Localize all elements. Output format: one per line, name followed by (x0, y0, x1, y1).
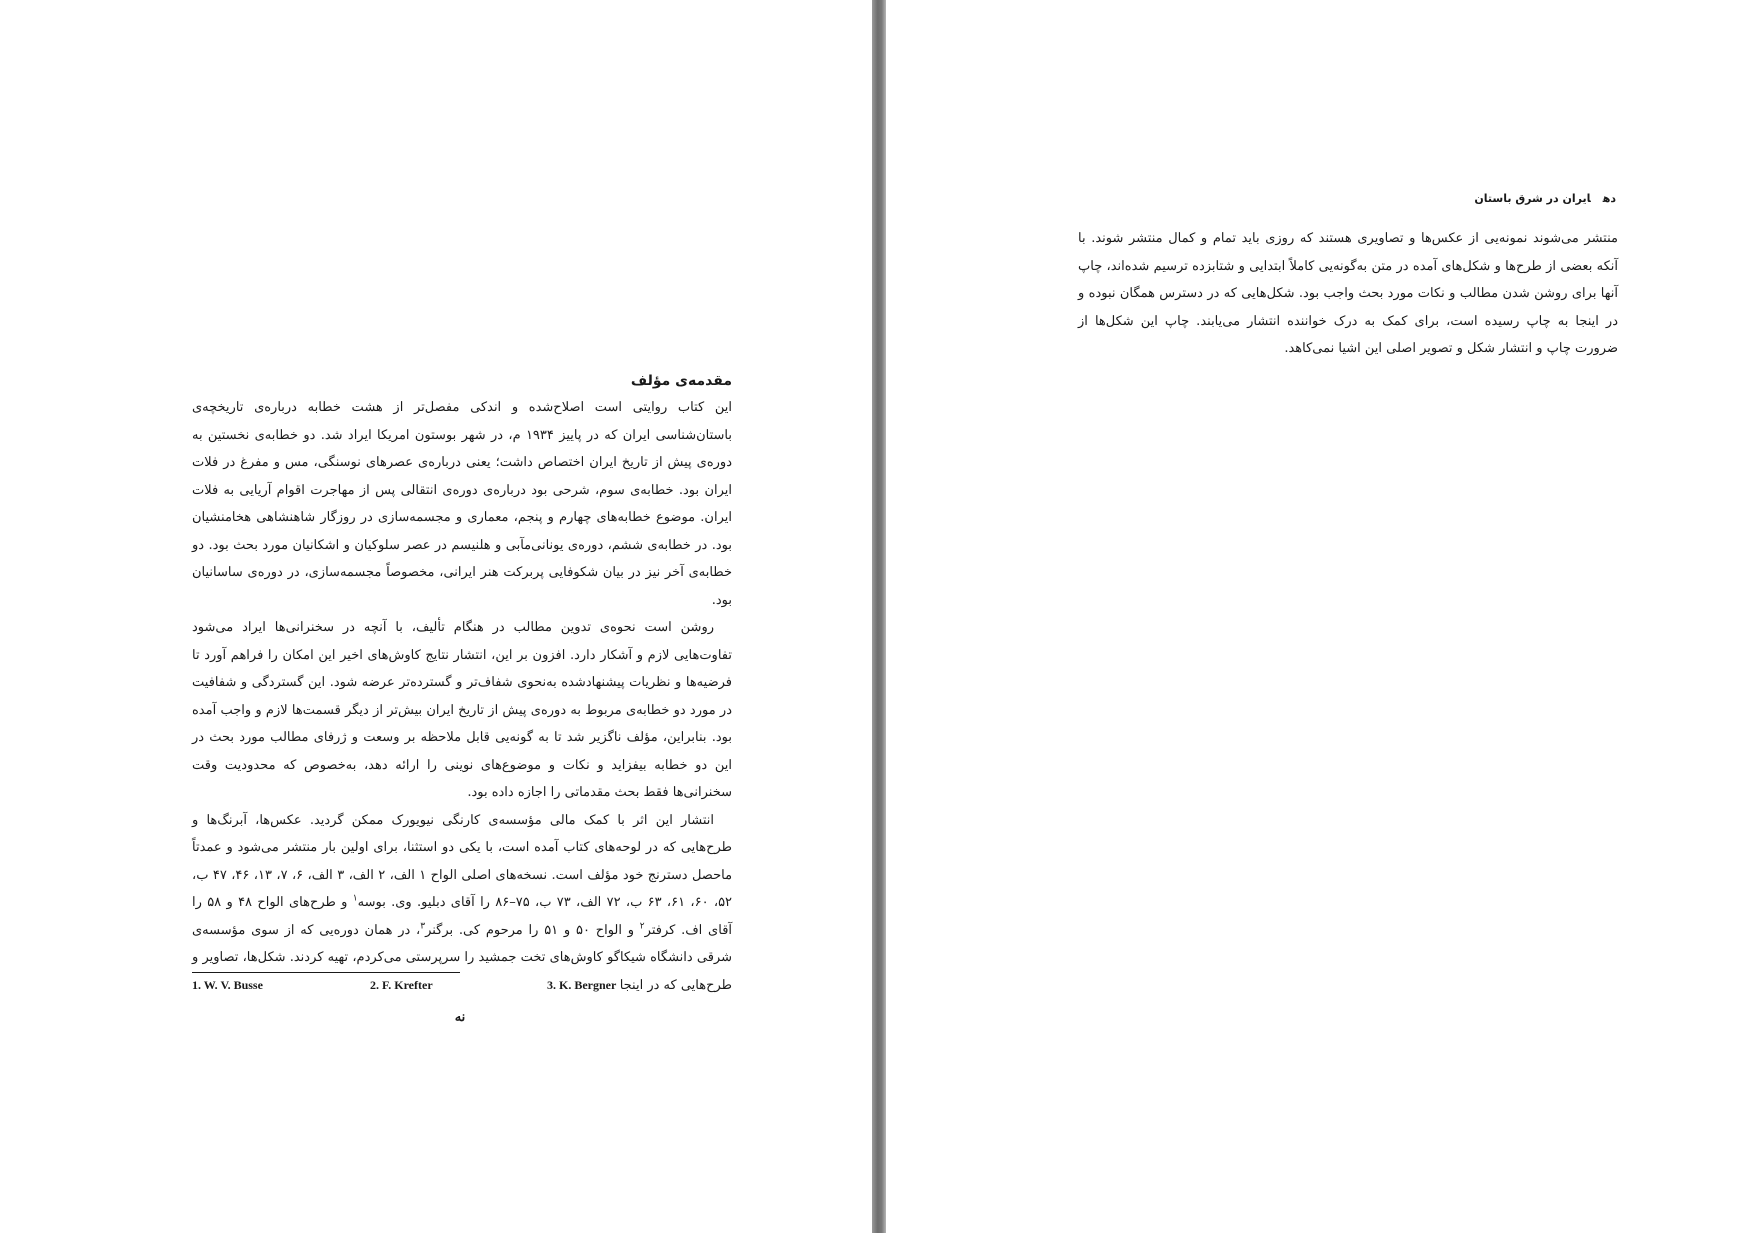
left-page (0, 0, 872, 1233)
paragraph-3-part-3: و الواح ۵۰ و ۵۱ را مرحوم کی. برگنر (425, 922, 640, 938)
paragraph-3-part-1: انتشار این اثر با کمک مالی مؤسسه‌ی کارنگی نیویورک ممکن گردید. عکس‌ها، آبرنگ‌ها و طرح‌هایی که در لوحه‌های کتاب آمده است، با یکی دو استثنا، برای اولین بار منتشر می‌شود و عمدتاً ماحصل دسترنج خود مؤلف است. نسخه‌های اصلی الواح ۱ الف، ۲ الف، ۳ الف، ۶، ۷، ۱۳، ۴۶، ۴۷ ب، ۵۲، ۶۰، ۶۱، ۶۳ ب، ۷۲ الف، ۷۳ ب، ۷۵–۸۶ را آقای دبلیو. وی. بوسه (192, 812, 733, 910)
footnote-ref-1: ۱ (352, 893, 358, 904)
right-paragraph: منتشر می‌شوند نمونه‌یی از عکس‌ها و تصاویری هستند که روزی باید تمام و کمال منتشر شوند. با آنکه بعضی از طرح‌ها و شکل‌های آمده در متن به‌گونه‌یی کاملاً ابتدایی و شتابزده ترسیم شده‌اند، چاپ آنها برای روشن شدن مطالب و نکات مورد بحث واجب بود. شکل‌هایی که در دسترس همگان نبوده و در اینجا به چاپ رسیده است، برای کمک به درک خواننده انتشار می‌یابند. چاپ این شکل‌ها از ضرورت چاپ و انتشار شکل و تصویر اصلی این اشیا نمی‌کاهد. (1078, 231, 1618, 356)
page-number-left: نه (454, 1010, 466, 1025)
footnote-1: 1. W. V. Busse (192, 978, 263, 992)
paragraph-2: روشن است نحوه‌ی تدوین مطالب در هنگام تألیف، با آنچه در سخنرانی‌ها ایراد می‌شود تفاوت‌هایی لازم و آشکار دارد. افزون بر این، انتشار نتایج کاوش‌های اخیر این امکان را فراهم آورد تا فرضیه‌ها و نظریات پیشنهادشده به‌نحوی شفاف‌تر و گسترده‌تر عرضه شود. این گستردگی و شفافیت در مورد دو خطابه‌ی مربوط به دوره‌ی پیش از تاریخ ایران بیش‌تر از دیگر قسمت‌ها لازم و واجب آمده بود. بنابراین، مؤلف ناگزیر شد تا به گونه‌یی قابل ملاحظه بر وسعت و ژرفای مطالب مورد بحث در این دو خطابه بیفزاید و نکات و موضوع‌های نوینی را ارائه دهد، به‌خصوص که محدودیت وقت سخنرانی‌ها فقط بحث مقدماتی را اجازه داده بود. (192, 620, 732, 800)
footnote-2: 2. F. Krefter (370, 978, 433, 992)
book-gutter (872, 0, 886, 1233)
running-head (1474, 192, 1616, 210)
footnote-divider (192, 972, 460, 973)
footnote-3: 3. K. Bergner (547, 978, 617, 992)
right-text-block (1078, 225, 1618, 363)
paragraph-3-part-4: ، در همان دوره‌یی که از سوی مؤسسه‌ی شرقی دانشگاه شیکاگو کاوش‌های تخت جمشید را سرپرستی می‌کردم، تهیه کردند. شکل‌ها، تصاویر و طرح‌هایی که در اینجا (192, 922, 732, 993)
footnote-ref-3: ۳ (420, 921, 426, 932)
page-number-right: ده (1602, 192, 1616, 205)
right-page (886, 0, 1756, 1233)
footnotes (192, 978, 672, 996)
paragraph-3 (192, 807, 732, 1000)
paragraph-3-part-2: و طرح‌های الواح ۴۸ و ۵۸ را آقای اف. کرفتر (192, 895, 733, 938)
section-heading: مقدمه‌ی مؤلف (630, 373, 732, 389)
footnote-ref-2: ۲ (639, 921, 645, 932)
paragraph-1: این کتاب روایتی است اصلاح‌شده و اندکی مفصل‌تر از هشت خطابه درباره‌ی تاریخچه‌ی باستان‌شناسی ایران که در پاییز ۱۹۳۴ م، در شهر بوستون امریکا ایراد شد. دو خطابه‌ی نخستین به دوره‌ی پیش از تاریخ ایران اختصاص داشت؛ یعنی درباره‌ی عصرهای نوسنگی، مس و مفرغ در فلات ایران بود. خطابه‌ی سوم، شرحی بود درباره‌ی دوره‌ی انتقالی پس از مهاجرت اقوام آریایی به فلات ایران. موضوع خطابه‌های چهارم و پنجم، معماری و مجسمه‌سازی در روزگار شاهنشاهی هخامنشیان بود. در خطابه‌ی ششم، دوره‌ی یونانی‌مآبی و هلنیسم در عصر سلوکیان و اشکانیان مورد بحث بود. دو خطابه‌ی آخر نیز در بیان شکوفایی پربرکت هنر ایرانی، مخصوصاً مجسمه‌سازی، در دوره‌ی ساسانیان بود. (192, 400, 733, 608)
left-text-block (192, 370, 732, 999)
running-head-title: ایران در شرق باستان (1474, 192, 1591, 205)
